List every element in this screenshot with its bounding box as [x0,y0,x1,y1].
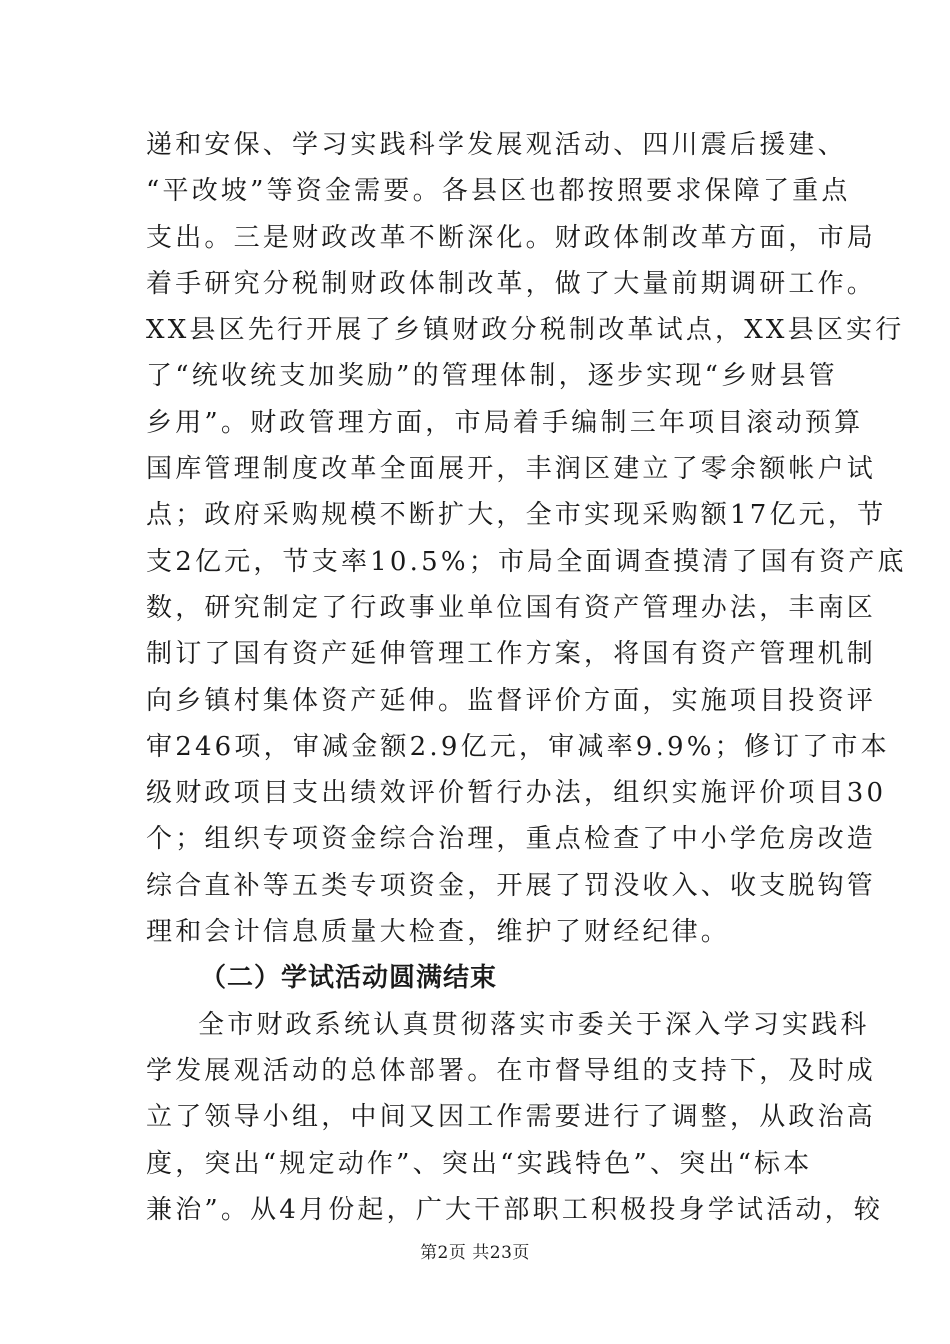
text-line: 综合直补等五类专项资金，开展了罚没收入、收支脱钩管 [146,870,877,901]
text-line: 向乡镇村集体资产延伸。监督评价方面，实施项目投资评 [146,685,877,716]
text-line: 乡用”。财政管理方面，市局着手编制三年项目滚动预算 [146,407,864,438]
text-line: 国库管理制度改革全面展开，丰润区建立了零余额帐户试 [146,454,877,485]
text-line: 度，突出“规定动作”、突出“实践特色”、突出“标本 [146,1148,813,1179]
text-line: 了“统收统支加奖励”的管理体制，逐步实现“乡财县管 [146,361,838,392]
text-line: 数，研究制定了行政事业单位国有资产管理办法，丰南区 [146,592,877,623]
text-line: 级财政项目支出绩效评价暂行办法，组织实施评价项目30 [146,778,887,809]
text-line: 立了领导小组，中间又因工作需要进行了调整，从政治高 [146,1102,877,1133]
text-line: 支出。三是财政改革不断深化。财政体制改革方面，市局 [146,222,877,253]
section-heading: （二）学试活动圆满结束 [200,963,498,994]
text-line: 审246项，审减金额2.9亿元，审减率9.9%；修订了市本 [146,731,890,762]
text-line: 兼治”。从4月份起，广大干部职工积极投身学试活动，较 [146,1194,884,1225]
page-number-footer: 第2页 共23页 [420,1243,530,1263]
text-line: 理和会计信息质量大检查，维护了财经纪律。 [146,917,731,948]
text-line: 制订了国有资产延伸管理工作方案，将国有资产管理机制 [146,639,877,670]
text-line: 递和安保、学习实践科学发展观活动、四川震后援建、 [146,130,847,160]
text-line: 支2亿元，节支率10.5%；市局全面调查摸清了国有资产底 [146,546,907,577]
text-line: 学发展观活动的总体部署。在市督导组的支持下，及时成 [146,1055,877,1086]
text-line: 点；政府采购规模不断扩大，全市实现采购额17亿元，节 [146,500,887,531]
text-line: 着手研究分税制财政体制改革，做了大量前期调研工作。 [146,268,877,299]
text-line: 全市财政系统认真贯彻落实市委关于深入学习实践科 [198,1009,870,1040]
text-line: “平改坡”等资金需要。各县区也都按照要求保障了重点 [146,176,851,207]
text-line: XX县区先行开展了乡镇财政分税制改革试点，XX县区实行 [146,315,905,346]
body-text [146,122,907,1233]
text-line: 个；组织专项资金综合治理，重点检查了中小学危房改造 [146,824,877,855]
